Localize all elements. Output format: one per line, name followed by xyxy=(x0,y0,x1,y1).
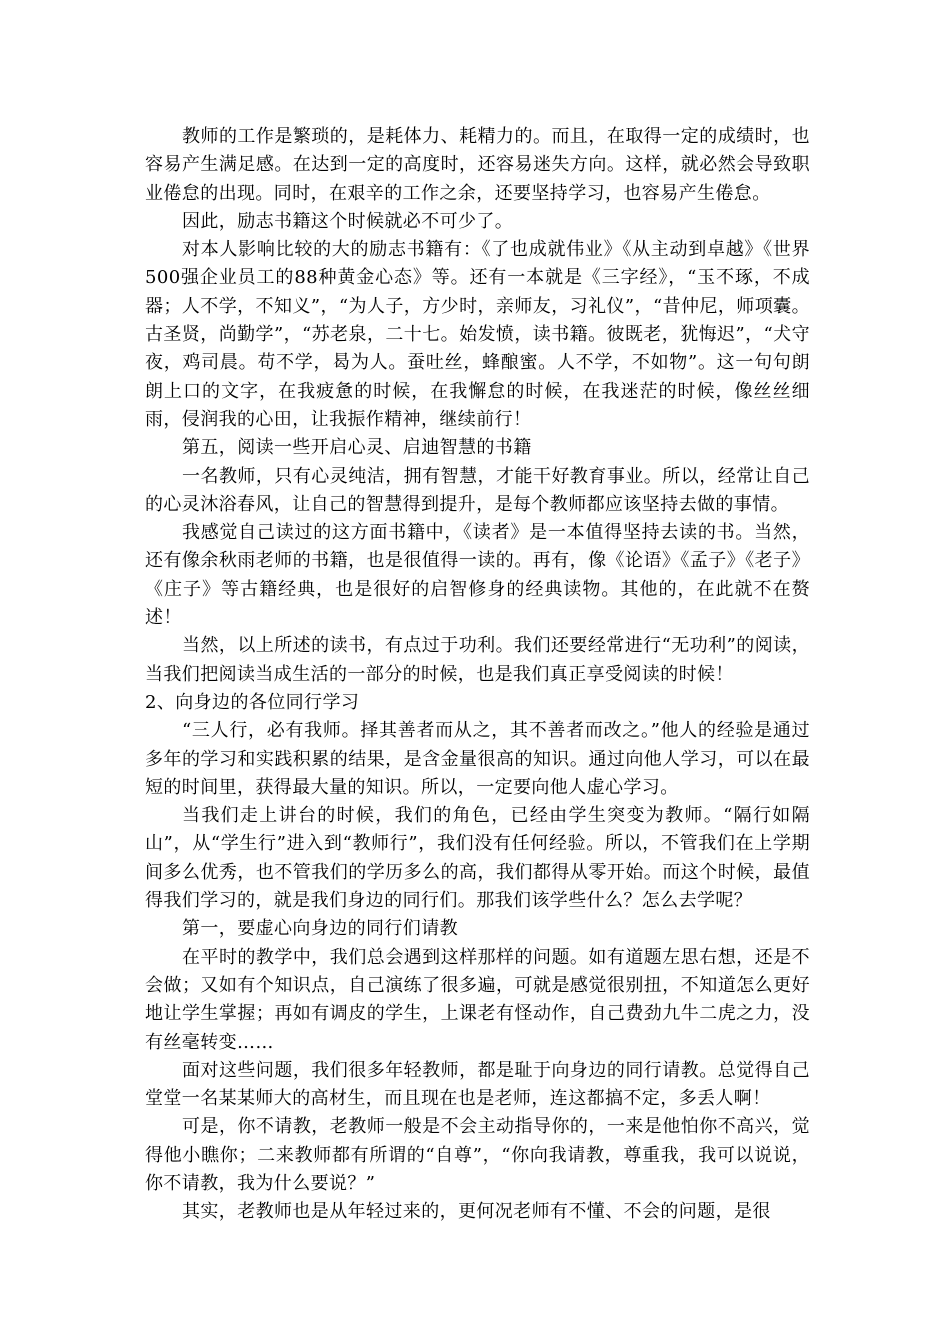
paragraph: 教师的工作是繁琐的，是耗体力、耗精力的。而且，在取得一定的成绩时，也容易产生满足感。在达到一定的高度时，还容易迷失方向。这样，就必然会导致职业倦怠的出现。同时，在艰辛的工作之余，还要坚持学习，也容易产生倦怠。 xyxy=(145,126,810,204)
paragraph: 当我们走上讲台的时候，我们的角色，已经由学生突变为教师。“隔行如隔山”，从“学生行”进入到“教师行”，我们没有任何经验。所以，不管我们在上学期间多么优秀，也不管我们的学历多么的高，我们都得从零开始。而这个时候，最值得我们学习的，就是我们身边的同行们。那我们该学些什么？怎么去学呢？ xyxy=(145,805,810,912)
paragraph: 在平时的教学中，我们总会遇到这样那样的问题。如有道题左思右想，还是不会做；又如有个知识点，自己演练了很多遍，可就是感觉很别扭，不知道怎么更好地让学生掌握；再如有调皮的学生，上课老有怪动作，自己费劲九牛二虎之力，没有丝毫转变…… xyxy=(145,946,810,1053)
paragraph: “三人行，必有我师。择其善者而从之，其不善者而改之。”他人的经验是通过多年的学习和实践积累的结果，是含金量很高的知识。通过向他人学习，可以在最短的时间里，获得最大量的知识。所以，一定要向他人虚心学习。 xyxy=(145,720,810,798)
section-heading: 2、向身边的各位同行学习 xyxy=(145,691,360,713)
paragraph: 我感觉自己读过的这方面书籍中，《读者》是一本值得坚持去读的书。当然，还有像余秋雨老师的书籍，也是很值得一读的。再有，像《论语》《孟子》《老子》《庄子》等古籍经典，也是很好的启智修身的经典读物。其他的，在此就不在赘述！ xyxy=(145,522,810,629)
paragraph: 当然，以上所述的读书，有点过于功利。我们还要经常进行“无功利”的阅读，当我们把阅读当成生活的一部分的时候，也是我们真正享受阅读的时候！ xyxy=(145,635,810,685)
section-heading: 第一，要虚心向身边的同行们请教 xyxy=(182,918,458,940)
paragraph: 面对这些问题，我们很多年轻教师，都是耻于向身边的同行请教。总觉得自己堂堂一名某某师大的高材生，而且现在也是老师，连这都搞不定，多丢人啊！ xyxy=(145,1059,810,1110)
paragraph: 因此，励志书籍这个时候就必不可少了。 xyxy=(182,210,514,232)
paragraph: 可是，你不请教，老教师一般是不会主动指导你的，一来是他怕你不高兴，觉得他小瞧你；二来教师都有所谓的“自尊”，“你向我请教，尊重我，我可以说说，你不请教，我为什么要说？” xyxy=(145,1116,810,1194)
paragraph: 对本人影响比较的大的励志书籍有：《了也成就伟业》《从主动到卓越》《世界500强企业员工的88种黄金心态》等。还有一本就是《三字经》，“玉不琢，不成器；人不学，不知义”，“为人子，方少时，亲师友，习礼仪”，“昔仲尼，师项囊。古圣贤，尚勤学”，“苏老泉，二十七。始发愤，读书籍。彼既老，犹悔迟”，“犬守夜，鸡司晨。苟不学，曷为人。蚕吐丝，蜂酿蜜。人不学，不如物”。这一句句朗朗上口的文字，在我疲惫的时候，在我懈怠的时候，在我迷茫的时候，像丝丝细雨，侵润我的心田，让我振作精神，继续前行！ xyxy=(145,239,810,430)
section-heading: 第五，阅读一些开启心灵、启迪智慧的书籍 xyxy=(182,437,532,459)
paragraph: 其实，老教师也是从年轻过来的，更何况老师有不懂、不会的问题，是很 xyxy=(182,1201,771,1223)
document-body xyxy=(145,123,810,1227)
paragraph: 一名教师，只有心灵纯洁，拥有智慧，才能干好教育事业。所以，经常让自己的心灵沐浴春风，让自己的智慧得到提升，是每个教师都应该坚持去做的事情。 xyxy=(145,465,810,515)
